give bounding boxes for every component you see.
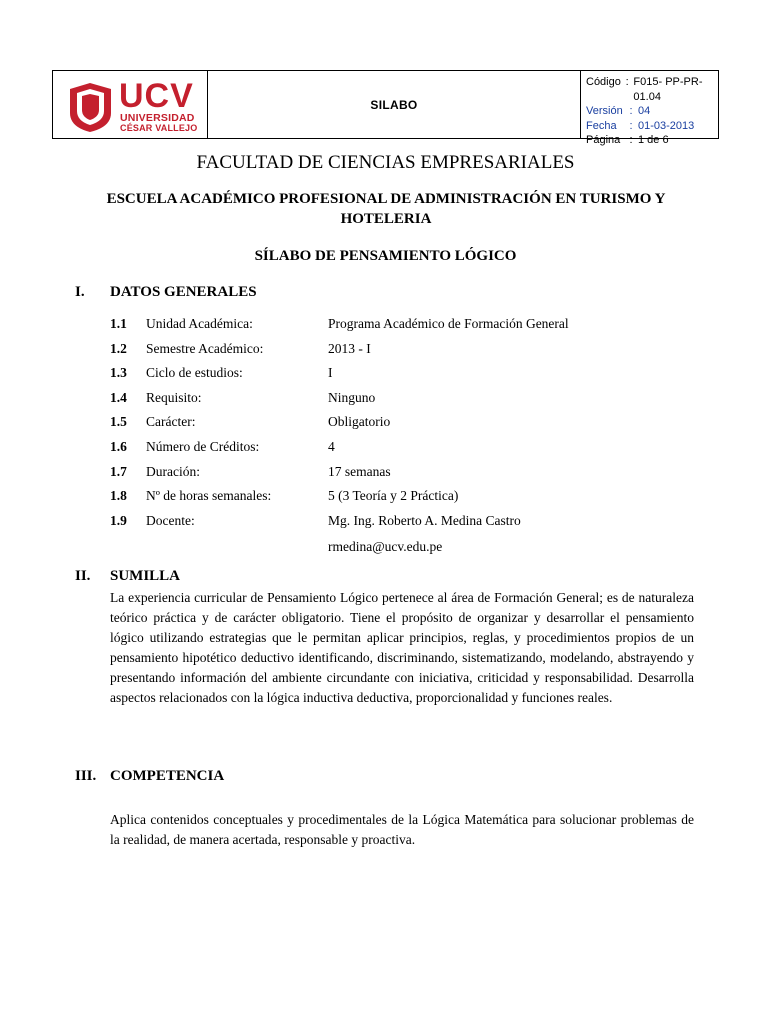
section-number: III.: [75, 768, 97, 784]
list-item: 1.8 Nº de horas semanales: 5 (3 Teoría y 2 Práctica): [110, 488, 459, 504]
header-title-cell: [208, 71, 581, 138]
logo-line2: CÉSAR VALLEJO: [120, 123, 198, 133]
document-meta: [581, 71, 720, 146]
list-item: 1.9 Docente: Mg. Ing. Roberto A. Medina Castro: [110, 512, 521, 528]
docente-email: rmedina@ucv.edu.pe: [328, 539, 443, 554]
meta-key: Fecha: [586, 119, 617, 132]
logo-cell: [53, 71, 208, 138]
section-number: I.: [75, 284, 85, 300]
meta-value: F015- PP-PR-01.04: [633, 76, 703, 103]
meta-value: 1 de 6: [638, 134, 669, 146]
ucv-logo-icon: [68, 79, 113, 133]
meta-row-version: Versión : 04: [586, 105, 651, 117]
meta-key: Código: [586, 76, 621, 88]
sumilla-paragraph: La experiencia curricular de Pensamiento Lógico pertenece al área de Formación General; es de naturaleza teórico práctica y de carácter obligatorio. Tiene el propósito de organizar y desarrollar el pensamiento lógico utilizando estrategias que le permitan aplicar principios, reglas, y procedimientos propios de un pensamiento hipotético deductivo identificando, discriminando, sistematizando, modelando, abstrayendo y presentando información del ambiente circundante con iniciativa, criticidad y responsabilidad. Desarrolla aspectos relacionados con la lógica inductiva deductiva, proporcionalidad y funciones reales.: [110, 590, 694, 705]
school-title: ESCUELA ACADÉMICO PROFESIONAL DE ADMINISTRACIÓN EN TURISMO Y HOTELERIA: [106, 191, 666, 227]
meta-value: 04: [638, 105, 651, 117]
list-item: 1.1 Unidad Académica: Programa Académico de Formación General: [110, 316, 569, 331]
logo-line1: UNIVERSIDAD: [120, 112, 195, 124]
section-title-general: DATOS GENERALES: [110, 284, 257, 300]
section-title-competencia: COMPETENCIA: [110, 768, 225, 784]
list-item: 1.3 Ciclo de estudios: I: [110, 365, 333, 381]
list-item: 1.4 Requisito: Ninguno: [110, 389, 376, 405]
header-title: SILABO: [370, 97, 418, 112]
meta-row-page: Página : 1 de 6: [586, 134, 669, 146]
meta-row-date: Fecha : 01-03-2013: [586, 119, 695, 132]
section-title-sumilla: SUMILLA: [110, 568, 181, 584]
course-title: SÍLABO DE PENSAMIENTO LÓGICO: [254, 248, 517, 264]
meta-row-code: Código : F015- PP-PR-01.04: [586, 75, 720, 104]
meta-key: Versión: [586, 105, 623, 117]
list-item: 1.2 Semestre Académico: 2013 - I: [110, 340, 371, 356]
document-header: [52, 70, 719, 146]
meta-value: 01-03-2013: [638, 119, 695, 132]
faculty-title: FACULTAD DE CIENCIAS EMPRESARIALES: [196, 152, 575, 173]
logo-brand: UCV: [119, 77, 194, 115]
meta-key: Página: [586, 134, 621, 146]
list-item: 1.6 Número de Créditos: 4: [110, 438, 335, 454]
section-number: II.: [75, 568, 91, 584]
list-item: 1.7 Duración: 17 semanas: [110, 463, 391, 479]
list-item: 1.5 Carácter: Obligatorio: [110, 414, 391, 430]
general-data-list: [110, 316, 710, 537]
competencia-paragraph: Aplica contenidos conceptuales y procedimentales de la Lógica Matemática para solucionar problemas de la realidad, de manera acertada, responsable y proactiva.: [110, 812, 694, 847]
